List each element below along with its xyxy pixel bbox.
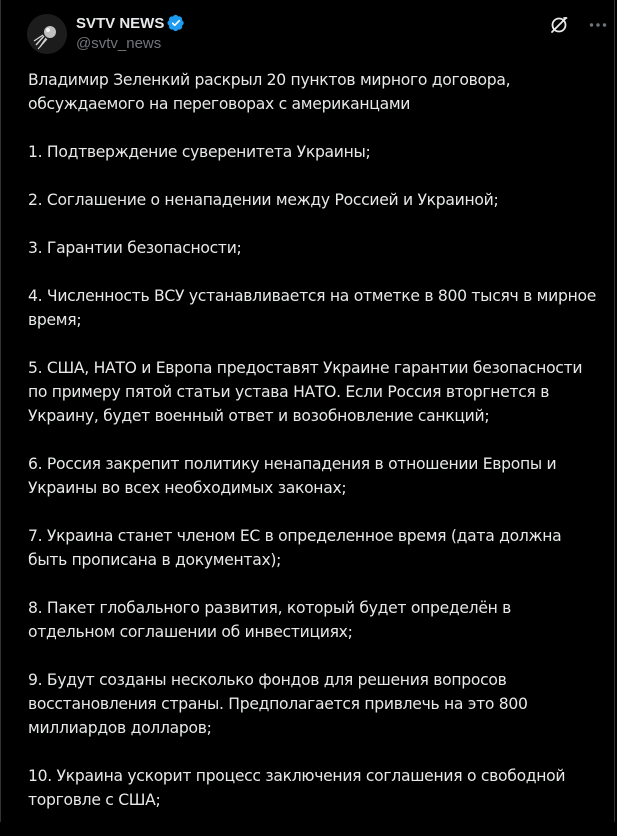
post-paragraph: 4. Численность ВСУ устанавливается на отметке в 800 тысяч в мирное время; <box>28 287 601 329</box>
post-paragraph: Владимир Зеленкий раскрыл 20 пунктов мирного договора, обсуждаемого на переговорах с американцами <box>28 71 515 113</box>
post-paragraph: 6. Россия закрепит политику ненападения в отношении Европы и Украины во всех необходимых законах; <box>28 455 562 497</box>
post-paragraph: 10. Украина ускорит процесс заключения соглашения о свободной торговле с США; <box>28 767 570 809</box>
more-options-button[interactable] <box>587 14 609 36</box>
satellite-icon <box>27 14 67 54</box>
post-paragraph: 8. Пакет глобального развития, который будет определён в отдельном соглашении об инвестициях; <box>28 599 516 641</box>
post-header <box>27 12 597 56</box>
post-paragraph: 2. Соглашение о ненападении между Россией и Украиной; <box>28 191 499 209</box>
avatar[interactable] <box>27 14 67 54</box>
verified-badge-icon[interactable] <box>167 14 185 32</box>
post-paragraph: 3. Гарантии безопасности; <box>28 239 242 257</box>
post-paragraph: 1. Подтверждение суверенитета Украины; <box>28 143 371 161</box>
more-icon <box>587 14 609 36</box>
display-name[interactable]: SVTV NEWS <box>76 14 165 32</box>
post-text <box>28 68 601 836</box>
post-paragraph: 5. США, НАТО и Европа предоставят Украине гарантии безопасности по примеру пятой статьи устава НАТО. Если Россия вторгнется в Украину, будет военный ответ и возобновление санкций; <box>28 359 587 425</box>
grok-button[interactable] <box>548 14 570 36</box>
display-name-row <box>76 13 185 33</box>
post-paragraph: 9. Будут созданы несколько фондов для решения вопросов восстановления страны. Предполагается привлечь на это 800 миллиардов долларов; <box>28 671 533 737</box>
post-paragraph: 7. Украина станет членом ЕС в определенное время (дата должна быть прописана в документах); <box>28 527 567 569</box>
author-names <box>76 13 185 52</box>
grok-icon <box>548 14 570 36</box>
handle[interactable]: @svtv_news <box>76 35 162 52</box>
